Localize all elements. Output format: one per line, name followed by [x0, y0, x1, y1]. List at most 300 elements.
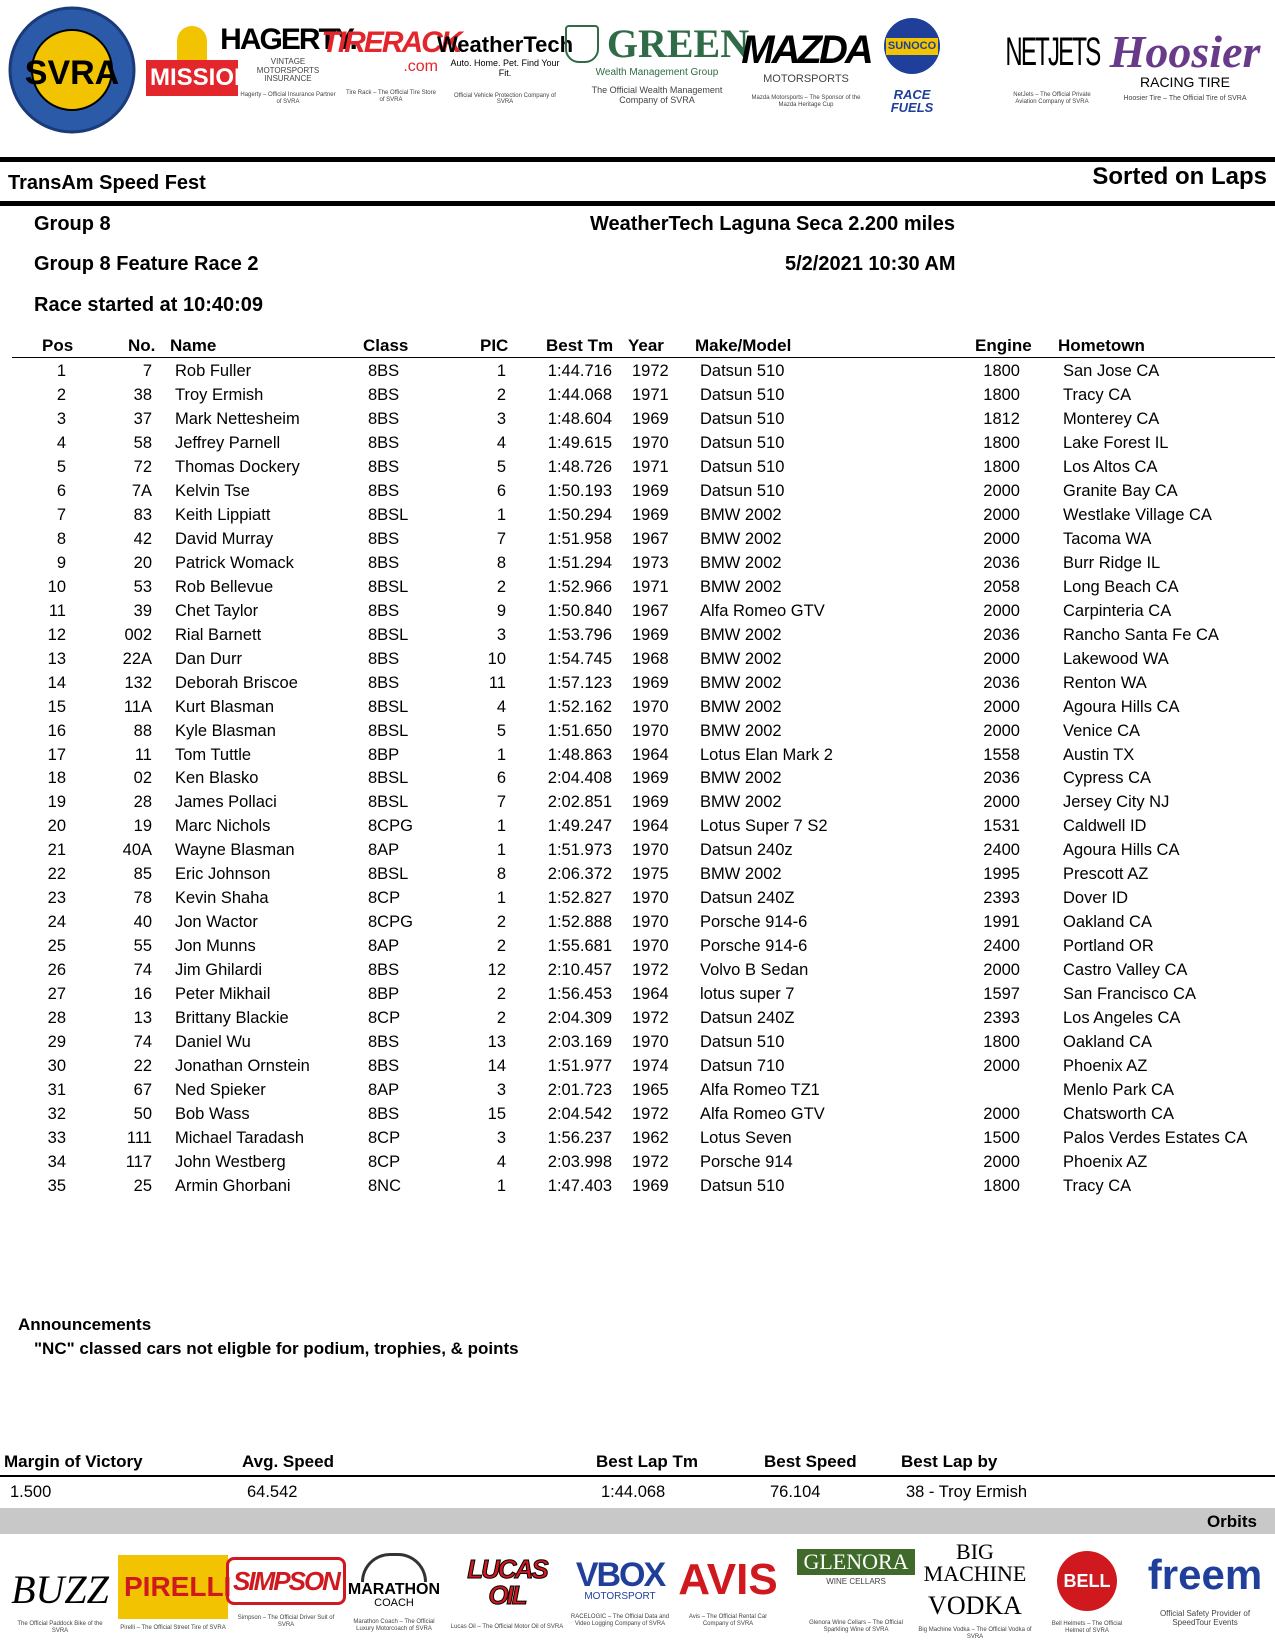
cell-engine: 2000	[983, 1153, 1020, 1171]
cell-name: Peter Mikhail	[175, 985, 271, 1004]
col-hometown: Hometown	[1058, 336, 1145, 355]
table-row	[0, 1033, 1275, 1057]
cell-hometown: Menlo Park CA	[1063, 1081, 1174, 1100]
cell-make: BMW 2002	[700, 553, 782, 572]
cell-class: 8BS	[368, 649, 400, 668]
cell-make: BMW 2002	[700, 625, 782, 644]
cell-pos: 1	[56, 362, 66, 380]
cell-no: 28	[133, 793, 152, 812]
cell-no: 02	[133, 769, 152, 788]
table-row	[0, 722, 1275, 746]
orbits-label: Orbits	[1206, 1512, 1257, 1531]
cell-best: 2:03.998	[547, 1153, 612, 1171]
cell-class: 8BS	[368, 481, 400, 500]
cell-make: Datsun 240Z	[700, 889, 795, 908]
cell-no: 85	[133, 865, 152, 884]
cell-hometown: San Jose CA	[1063, 362, 1160, 380]
table-row	[0, 626, 1275, 650]
cell-pic: 11	[488, 673, 506, 692]
cell-engine: 2000	[983, 793, 1020, 812]
cell-name: Eric Johnson	[175, 865, 271, 884]
cell-year: 1970	[632, 433, 669, 452]
cell-engine: 1531	[983, 817, 1020, 836]
cell-pic: 9	[496, 601, 506, 620]
cell-best: 1:52.827	[547, 889, 612, 908]
cell-engine: 2036	[983, 553, 1020, 572]
cell-make: BMW 2002	[700, 505, 782, 524]
big-machine-vodka-logo: BIG MACHINE VODKA Big Machine Vodka – The Official Vodka of SVRA	[918, 1539, 1032, 1640]
cell-pic: 5	[496, 457, 506, 476]
cell-best: 1:51.977	[547, 1057, 612, 1076]
cell-pic: 6	[496, 769, 506, 788]
mazda-logo: MAZDA MOTORSPORTS Mazda Motorsports – The Sponsor of the Mazda Heritage Cup	[741, 27, 871, 108]
cell-name: Jonathan Ornstein	[175, 1057, 310, 1076]
cell-best: 1:56.237	[547, 1129, 612, 1148]
cell-name: Kurt Blasman	[175, 697, 275, 716]
cell-engine: 2000	[983, 649, 1020, 668]
cell-engine: 2000	[983, 505, 1020, 524]
green-wealth-logo: GREEN Wealth Management Group The Official Wealth Management Company of SVRA	[582, 10, 732, 120]
cell-make: Datsun 710	[700, 1057, 785, 1076]
buzz-logo: BUZZ The Official Paddock Bike of the SVRA	[11, 1566, 109, 1634]
cell-pic: 4	[496, 1153, 506, 1171]
cell-best: 1:44.068	[547, 385, 612, 404]
table-row	[0, 578, 1275, 602]
cell-pic: 7	[496, 793, 506, 812]
cell-best: 1:50.193	[547, 481, 612, 500]
cell-class: 8BS	[368, 601, 400, 620]
cell-hometown: Caldwell ID	[1063, 817, 1147, 836]
cell-make: BMW 2002	[700, 577, 782, 596]
cell-make: Porsche 914	[700, 1153, 793, 1171]
cell-year: 1967	[632, 601, 669, 620]
cell-make: BMW 2002	[700, 769, 782, 788]
cell-make: BMW 2002	[700, 529, 782, 548]
cell-year: 1969	[632, 1176, 669, 1195]
cell-no: 20	[133, 553, 152, 572]
avg-speed-label: Avg. Speed	[242, 1452, 334, 1471]
table-row	[0, 746, 1275, 770]
cell-no: 40A	[122, 841, 152, 860]
cell-name: Patrick Womack	[175, 553, 294, 572]
cell-hometown: Westlake Village CA	[1063, 505, 1212, 524]
group-label: Group 8	[34, 213, 111, 235]
cell-hometown: Phoenix AZ	[1063, 1153, 1148, 1171]
cell-name: Rial Barnett	[175, 625, 262, 644]
cell-best: 1:56.453	[547, 985, 612, 1004]
cell-pic: 2	[496, 385, 506, 404]
cell-pos: 2	[56, 385, 66, 404]
cell-make: Alfa Romeo GTV	[700, 1105, 825, 1124]
cell-best: 1:52.162	[547, 697, 612, 716]
cell-hometown: Monterey CA	[1063, 409, 1160, 428]
cell-best: 1:49.247	[547, 817, 612, 836]
cell-no: 11	[134, 745, 152, 764]
cell-engine: 2000	[983, 961, 1020, 980]
orbits-band	[0, 1508, 1275, 1534]
cell-no: 40	[133, 913, 152, 932]
cell-class: 8BS	[368, 362, 400, 380]
cell-make: Datsun 510	[700, 433, 785, 452]
table-row	[0, 769, 1275, 793]
cell-engine: 2400	[983, 841, 1020, 860]
cell-class: 8AP	[368, 1081, 400, 1100]
cell-year: 1967	[632, 529, 669, 548]
race-start-time: Race started at 10:40:09	[34, 294, 264, 316]
cell-pos: 12	[47, 625, 66, 644]
cell-pos: 32	[47, 1105, 66, 1124]
cell-engine: 1800	[983, 362, 1020, 380]
cell-best: 2:04.408	[547, 769, 612, 788]
cell-no: 74	[133, 1033, 152, 1052]
cell-engine: 1800	[983, 1033, 1020, 1052]
cell-year: 1969	[632, 625, 669, 644]
tirerack-logo: TIRERACK .com Tire Rack – The Official Tire Store of SVRA	[321, 26, 461, 103]
cell-no: 78	[133, 889, 152, 908]
cell-class: 8BS	[368, 433, 400, 452]
cell-pic: 14	[487, 1057, 506, 1076]
cell-pos: 4	[56, 433, 66, 452]
cell-class: 8CPG	[368, 913, 413, 932]
cell-best: 2:06.372	[547, 865, 612, 884]
cell-pic: 5	[496, 721, 506, 740]
cell-engine: 1558	[983, 745, 1020, 764]
cell-pos: 27	[47, 985, 66, 1004]
cell-name: Deborah Briscoe	[175, 673, 298, 692]
cell-make: Alfa Romeo TZ1	[700, 1081, 820, 1100]
cell-hometown: Lakewood WA	[1063, 649, 1169, 668]
cell-make: Datsun 510	[700, 481, 785, 500]
cell-best: 1:51.958	[547, 529, 612, 548]
cell-name: Ken Blasko	[175, 769, 259, 788]
vbox-logo: VBOX MOTORSPORT RACELOGIC – The Official Data and Video Logging Company of SVRA	[570, 1556, 670, 1627]
cell-best: 2:04.309	[547, 1009, 612, 1028]
cell-no: 22A	[122, 649, 152, 668]
cell-class: 8CP	[368, 1153, 401, 1171]
cell-make: Datsun 510	[700, 385, 785, 404]
cell-no: 72	[133, 457, 152, 476]
table-row	[0, 1081, 1275, 1105]
cell-no: 88	[133, 721, 152, 740]
cell-pos: 33	[47, 1129, 66, 1148]
cell-class: 8NC	[368, 1176, 402, 1195]
cell-pic: 2	[496, 577, 506, 596]
table-row	[0, 530, 1275, 554]
cell-make: BMW 2002	[700, 793, 782, 812]
cell-best: 2:10.457	[547, 961, 612, 980]
table-row	[0, 1009, 1275, 1033]
cell-best: 1:57.123	[547, 673, 612, 692]
cell-name: Michael Taradash	[175, 1129, 305, 1148]
cell-year: 1964	[632, 985, 669, 1004]
cell-class: 8BS	[368, 1057, 400, 1076]
col-pic: PIC	[480, 336, 509, 355]
cell-class: 8BP	[368, 745, 400, 764]
cell-pos: 22	[47, 865, 66, 884]
best-lap-label: Best Lap Tm	[596, 1452, 699, 1471]
cell-pic: 2	[496, 1009, 506, 1028]
cell-engine: 1800	[983, 385, 1020, 404]
cell-class: 8BS	[368, 673, 400, 692]
cell-name: Wayne Blasman	[175, 841, 295, 860]
cell-year: 1970	[632, 1033, 669, 1052]
table-row	[0, 458, 1275, 482]
cell-best: 1:48.726	[547, 457, 612, 476]
cell-year: 1969	[632, 505, 669, 524]
cell-year: 1972	[632, 1009, 669, 1028]
svra-logo	[4, 6, 140, 134]
cell-pos: 9	[56, 553, 66, 572]
cell-year: 1975	[632, 865, 669, 884]
cell-no: 74	[133, 961, 152, 980]
best-speed-value: 76.104	[770, 1483, 821, 1501]
table-row	[0, 1105, 1275, 1129]
cell-pic: 12	[487, 961, 506, 980]
glenora-logo: GLENORA WINE CELLARS Glenora Wine Cellars – The Official Sparkling Wine of SVRA	[800, 1539, 912, 1643]
cell-hometown: Chatsworth CA	[1063, 1105, 1174, 1124]
weathertech-logo: WeatherTech Auto. Home. Pet. Find Your Fit. Official Vehicle Protection Company of SVRA	[436, 32, 574, 106]
cell-engine: 1991	[983, 913, 1020, 932]
cell-make: BMW 2002	[700, 865, 782, 884]
cell-hometown: Palos Verdes Estates CA	[1063, 1129, 1248, 1148]
sunoco-logo: SUNOCO RACE FUELS	[872, 6, 952, 126]
cell-make: Datsun 510	[700, 1033, 785, 1052]
col-class: Class	[363, 336, 409, 355]
cell-name: Jon Munns	[175, 937, 256, 956]
table-row	[0, 1153, 1275, 1177]
cell-pos: 25	[47, 937, 66, 956]
cell-best: 1:50.840	[547, 601, 612, 620]
cell-engine: 2058	[983, 577, 1020, 596]
sponsor-banner-top	[0, 0, 1275, 150]
cell-name: Jim Ghilardi	[175, 961, 263, 980]
cell-class: 8BSL	[368, 577, 409, 596]
table-row	[0, 793, 1275, 817]
cell-pic: 2	[496, 937, 506, 956]
cell-engine: 1800	[983, 433, 1020, 452]
announcements-title: Announcements	[18, 1315, 152, 1334]
cell-hometown: Long Beach CA	[1063, 577, 1179, 596]
cell-best: 1:48.604	[547, 409, 612, 428]
cell-pos: 5	[56, 457, 66, 476]
cell-no: 117	[125, 1153, 152, 1171]
cell-pos: 29	[47, 1033, 66, 1052]
cell-pos: 8	[56, 529, 66, 548]
cell-name: Bob Wass	[175, 1105, 250, 1124]
cell-hometown: Carpinteria CA	[1063, 601, 1172, 620]
cell-best: 1:54.745	[547, 649, 612, 668]
cell-no: 111	[126, 1129, 152, 1148]
cell-name: Chet Taylor	[175, 601, 259, 620]
cell-year: 1964	[632, 745, 669, 764]
cell-no: 67	[133, 1081, 152, 1100]
cell-best: 1:51.650	[547, 721, 612, 740]
cell-make: lotus super 7	[700, 985, 795, 1004]
cell-pos: 30	[47, 1057, 66, 1076]
cell-name: Troy Ermish	[175, 385, 264, 404]
cell-engine: 2000	[983, 601, 1020, 620]
cell-year: 1972	[632, 1153, 669, 1171]
cell-year: 1974	[632, 1057, 669, 1076]
cell-make: Datsun 510	[700, 457, 785, 476]
cell-pos: 13	[47, 649, 66, 668]
cell-year: 1970	[632, 937, 669, 956]
cell-pic: 13	[487, 1033, 506, 1052]
cell-make: Lotus Seven	[700, 1129, 792, 1148]
table-row	[0, 1057, 1275, 1081]
cell-pic: 8	[496, 553, 506, 572]
cell-no: 50	[133, 1105, 152, 1124]
cell-make: BMW 2002	[700, 649, 782, 668]
cell-engine: 1812	[983, 409, 1020, 428]
hoosier-logo: Hoosier RACING TIRE Hoosier Tire – The Official Tire of SVRA	[1109, 26, 1261, 103]
margin-of-victory-label: Margin of Victory	[4, 1452, 143, 1471]
cell-pic: 1	[496, 1176, 506, 1195]
cell-engine: 2000	[983, 1057, 1020, 1076]
cell-engine: 1500	[983, 1129, 1020, 1148]
cell-class: 8CPG	[368, 817, 413, 836]
cell-engine: 2000	[983, 1105, 1020, 1124]
col-pos: Pos	[42, 336, 74, 355]
cell-pic: 4	[496, 433, 506, 452]
cell-year: 1969	[632, 793, 669, 812]
cell-make: Porsche 914-6	[700, 913, 808, 932]
cell-pic: 1	[496, 505, 506, 524]
cell-make: Datsun 240z	[700, 841, 793, 860]
cell-name: Daniel Wu	[175, 1033, 251, 1052]
cell-engine: 2000	[983, 481, 1020, 500]
cell-year: 1970	[632, 889, 669, 908]
cell-name: Tom Tuttle	[175, 745, 252, 764]
cell-engine: 2000	[983, 697, 1020, 716]
cell-hometown: Oakland CA	[1063, 913, 1152, 932]
cell-year: 1970	[632, 841, 669, 860]
cell-hometown: Agoura Hills CA	[1063, 841, 1180, 860]
cell-make: BMW 2002	[700, 673, 782, 692]
cell-year: 1962	[632, 1129, 669, 1148]
cell-pos: 21	[47, 841, 66, 860]
cell-year: 1971	[632, 457, 669, 476]
best-lap-by-value: 38 - Troy Ermish	[906, 1483, 1028, 1501]
cell-make: Porsche 914-6	[700, 937, 808, 956]
cell-year: 1969	[632, 673, 669, 692]
cell-engine: 2000	[983, 529, 1020, 548]
cell-pos: 20	[47, 817, 66, 836]
table-row	[0, 362, 1275, 386]
cell-class: 8BSL	[368, 625, 409, 644]
cell-no: 13	[133, 1009, 152, 1028]
cell-name: Ned Spieker	[175, 1081, 266, 1100]
cell-hometown: Castro Valley CA	[1063, 961, 1188, 980]
cell-pos: 6	[56, 481, 66, 500]
cell-make: Datsun 510	[700, 362, 785, 380]
cell-pic: 1	[496, 817, 506, 836]
table-row	[0, 698, 1275, 722]
cell-year: 1968	[632, 649, 669, 668]
cell-pic: 1	[496, 745, 506, 764]
table-row	[0, 602, 1275, 626]
cell-name: Kevin Shaha	[175, 889, 269, 908]
cell-pos: 35	[47, 1176, 66, 1195]
best-speed-label: Best Speed	[764, 1452, 857, 1471]
cell-hometown: Dover ID	[1063, 889, 1129, 908]
table-row	[0, 650, 1275, 674]
table-row	[0, 961, 1275, 985]
cell-pos: 28	[47, 1009, 66, 1028]
svra-text: SVRA	[24, 54, 120, 92]
cell-no: 37	[133, 409, 152, 428]
cell-hometown: Los Altos CA	[1063, 457, 1158, 476]
cell-class: 8AP	[368, 937, 400, 956]
cell-year: 1970	[632, 913, 669, 932]
table-row	[0, 410, 1275, 434]
table-row	[0, 865, 1275, 889]
cell-best: 1:47.403	[547, 1176, 612, 1195]
cell-no: 132	[124, 673, 152, 692]
cell-best: 1:53.796	[547, 625, 612, 644]
cell-year: 1971	[632, 577, 669, 596]
cell-class: 8BS	[368, 529, 400, 548]
cell-pic: 10	[487, 649, 506, 668]
cell-no: 38	[133, 385, 152, 404]
cell-name: Marc Nichols	[175, 817, 271, 836]
cell-pos: 16	[47, 721, 66, 740]
cell-engine: 1597	[983, 985, 1020, 1004]
cell-make: Datsun 510	[700, 409, 785, 428]
cell-class: 8BS	[368, 553, 400, 572]
marathon-coach-logo: MARATHON COACH Marathon Coach – The Official Luxury Motorcoach of SVRA	[344, 1543, 444, 1643]
cell-pos: 14	[47, 673, 66, 692]
cell-hometown: Renton WA	[1063, 673, 1147, 692]
cell-pos: 10	[47, 577, 66, 596]
cell-hometown: Agoura Hills CA	[1063, 697, 1180, 716]
cell-class: 8BS	[368, 1105, 400, 1124]
cell-class: 8BP	[368, 985, 400, 1004]
cell-year: 1971	[632, 385, 669, 404]
cell-engine: 1800	[983, 1176, 1020, 1195]
cell-best: 1:50.294	[547, 505, 612, 524]
cell-engine: 2400	[983, 937, 1020, 956]
cell-best: 1:48.863	[547, 745, 612, 764]
cell-year: 1970	[632, 697, 669, 716]
cell-class: 8BSL	[368, 793, 409, 812]
table-row	[0, 841, 1275, 865]
cell-no: 7	[142, 362, 152, 380]
table-row	[0, 434, 1275, 458]
cell-pic: 7	[496, 529, 506, 548]
table-row	[0, 506, 1275, 530]
cell-no: 58	[133, 433, 152, 452]
cell-best: 2:03.169	[547, 1033, 612, 1052]
cell-hometown: Cypress CA	[1063, 769, 1152, 788]
cell-pic: 2	[496, 913, 506, 932]
table-row	[0, 985, 1275, 1009]
announcements-text: "NC" classed cars not eligble for podium, trophies, & points	[34, 1339, 519, 1358]
cell-make: Datsun 240Z	[700, 1009, 795, 1028]
cell-best: 1:51.294	[547, 553, 612, 572]
cell-engine: 1995	[983, 865, 1020, 884]
race-label: Group 8 Feature Race 2	[34, 253, 259, 275]
cell-no: 39	[133, 601, 152, 620]
cell-class: 8AP	[368, 841, 400, 860]
cell-make: BMW 2002	[700, 697, 782, 716]
cell-no: 002	[124, 625, 152, 644]
footer-rule	[0, 1475, 1275, 1477]
table-row	[0, 1129, 1275, 1153]
cell-pos: 19	[47, 793, 66, 812]
cell-pic: 8	[496, 865, 506, 884]
cell-no: 53	[133, 577, 152, 596]
